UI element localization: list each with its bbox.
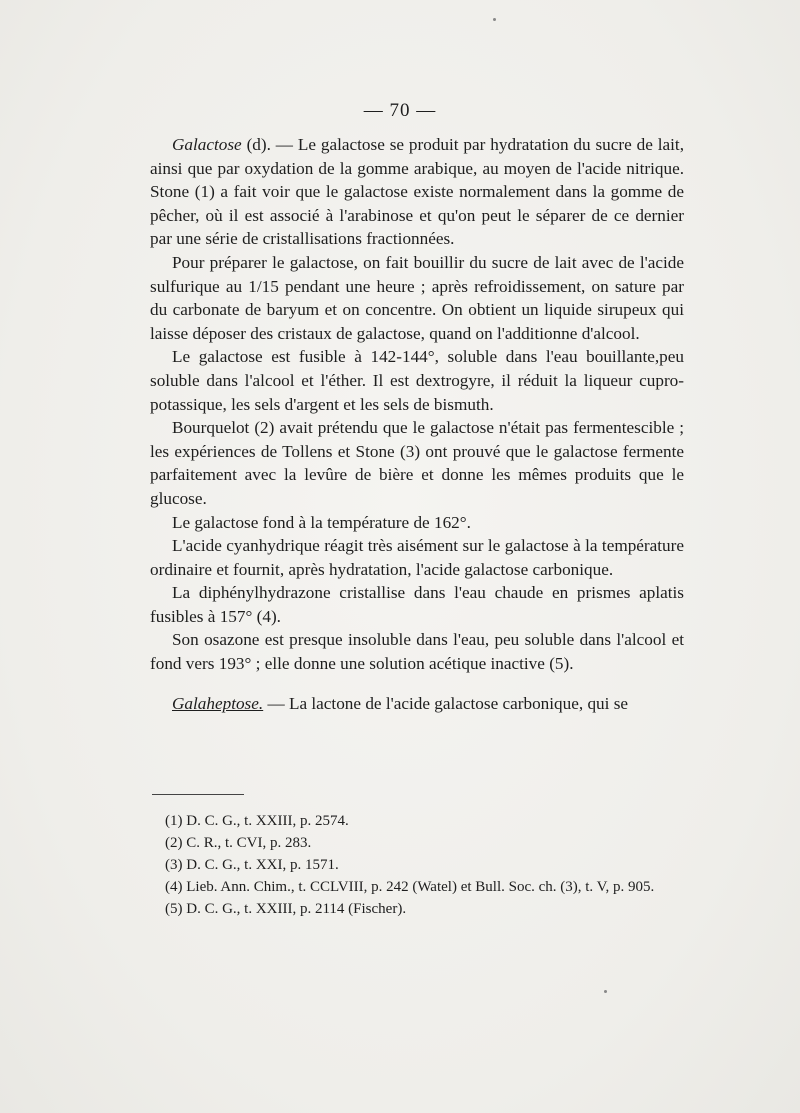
paragraph-galactose [150,133,684,251]
paragraph: Le galactose est fusible à 142-144°, soluble dans l'eau bouillante,peu soluble dans l'alcool et l'éther. Il est dextrogyre, il réduit la liqueur cupro-potassique, les sels d'argent et les sels de bismuth. [150,347,684,414]
paragraph-lead-italic: Galaheptose. [172,693,264,713]
footnote: (1) D. C. G., t. XXIII, p. 2574. [165,813,349,829]
paragraph-lead-italic: Galactose [172,135,242,154]
page-number: — 70 — [363,100,437,121]
paper-speck [604,990,607,993]
footnote: (3) D. C. G., t. XXI, p. 1571. [165,857,339,873]
footnote: (2) C. R., t. CVI, p. 283. [165,835,312,851]
paragraph: Son osazone est presque insoluble dans l'eau, peu soluble dans l'alcool et fond vers 193° ; elle donne une solution acétique inactive (5). [150,630,684,674]
footnote: (4) Lieb. Ann. Chim., t. CCLVIII, p. 242 (Watel) et Bull. Soc. ch. (3), t. V, p. 905. [165,879,655,895]
paragraph-text: — La lactone de l'acide galactose carbonique, qui se [263,693,629,713]
paragraph: Bourquelot (2) avait prétendu que le galactose n'était pas fermentescible ; les expériences de Tollens et Stone (3) ont prouvé que le galactose fermente parfaitement avec la levûre de bière et donne les mêmes produits que le glucose. [150,418,684,508]
paragraph-galaheptose [150,692,684,716]
footnote: (5) D. C. G., t. XXIII, p. 2114 (Fischer). [165,901,407,917]
paragraph: Pour préparer le galactose, on fait bouillir du sucre de lait avec de l'acide sulfurique au 1/15 pendant une heure ; après refroidissement, on sature par du carbonate de baryum et on concentre. On obtient un liquide sirupeux qui laisse déposer des cristaux de galactose, quand on l'additionne d'alcool. [150,252,684,343]
paragraph-text: (d). — Le galactose se produit par hydratation du sucre de lait, ainsi que par oxydation de la gomme arabique, au moyen de l'acide nitrique. Stone (1) a fait voir que le galactose existe normalement dans la gomme de pêcher, où il est associé à l'arabinose et qu'on peut le séparer de ce dernier par une série de cristallisations fractionnées. [150,135,684,249]
paragraph: Le galactose fond à la température de 162°. [172,512,471,532]
paragraph: La diphénylhydrazone cristallise dans l'eau chaude en prismes aplatis fusibles à 157° (4). [150,583,684,626]
footnotes [150,810,684,920]
paragraph: L'acide cyanhydrique réagit très aisément sur le galactose à la température ordinaire et fournit, après hydratation, l'acide galactose carbonique. [150,536,684,579]
body-text [150,133,684,715]
paper-speck [493,18,496,21]
footnote-separator [152,794,244,795]
